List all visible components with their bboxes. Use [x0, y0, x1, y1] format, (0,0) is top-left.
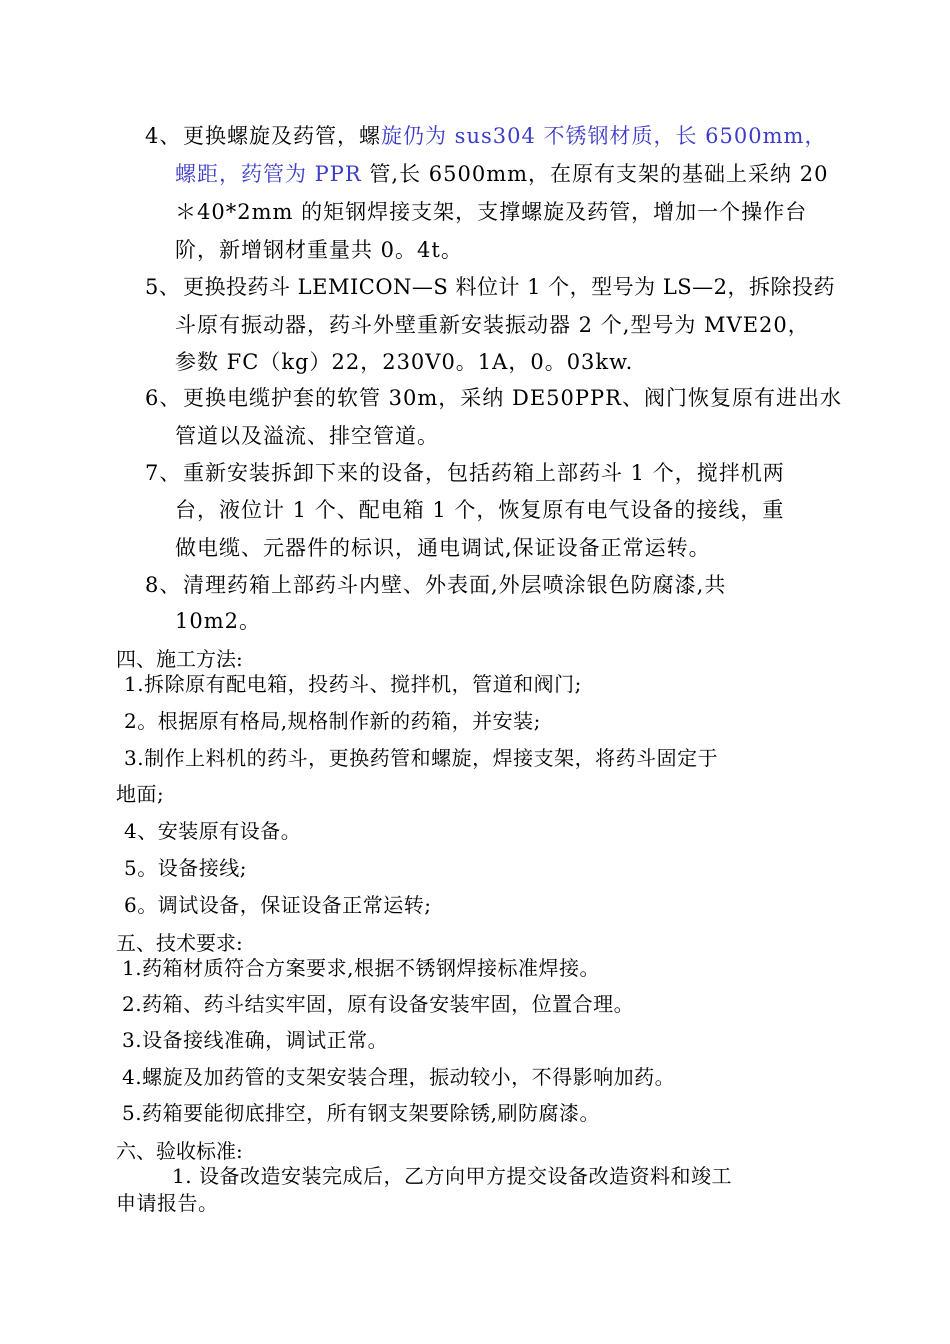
item-number: 7、: [145, 461, 182, 485]
item-4-line-4: [175, 236, 463, 264]
item-7-line-1: [145, 459, 785, 487]
section-5-line-2: 2.药箱、药斗结实牢固，原有设备安装牢固，位置合理。: [122, 992, 635, 1016]
item-number: 8、: [145, 573, 182, 597]
section-4-line-1: 1.拆除原有配电箱，投药斗、搅拌机，管道和阀门;: [124, 672, 582, 696]
item-number: 6、: [145, 386, 182, 410]
section-4-line-4: 地面;: [116, 782, 165, 806]
section-6-line-2: 申请报告。: [116, 1191, 219, 1215]
item-4-line-2: [175, 160, 828, 188]
text-segment: 清理药箱上部药斗内壁、外表面,外层喷涂银色防腐漆,共: [183, 573, 727, 597]
section-4-line-3: 3.制作上料机的药斗，更换药管和螺旋，焊接支架，将药斗固定于: [124, 746, 719, 770]
section-5-line-3: 3.设备接线准确，调试正常。: [122, 1028, 389, 1052]
text-segment: ＊40*2mm 的矩钢焊接支架，支撑螺旋及药管，增加一个操作台: [175, 200, 808, 224]
item-5-line-3: [175, 348, 633, 376]
text-segment: 管道以及溢流、排空管道。: [175, 424, 439, 448]
section-6-line-1: 1. 设备改造安装完成后，乙方向甲方提交设备改造资料和竣工: [172, 1164, 732, 1188]
item-6-line-2: [175, 422, 439, 450]
item-8-line-2: [175, 607, 261, 635]
item-8-line-1: [145, 571, 726, 599]
highlighted-text-segment: 旋仍为 sus304 不锈钢材质，长 6500mm，: [381, 124, 827, 148]
section-4-line-5: 4、安装原有设备。: [124, 819, 302, 843]
item-number: 5、: [145, 275, 181, 299]
item-4-line-3: [175, 198, 807, 226]
text-segment: 参数 FC（kg）22，230V0。1A，0。03kw.: [175, 350, 634, 374]
section-4-heading: 四、施工方法:: [116, 647, 243, 671]
text-segment: 斗原有振动器，药斗外壁重新安装振动器 2 个,型号为 MVE20，: [175, 313, 810, 337]
text-segment: 更换螺旋及药管，螺: [183, 124, 381, 148]
section-4-line-6: 5。设备接线;: [124, 856, 247, 880]
section-4-line-2: 2。根据原有格局,规格制作新的药箱，并安装;: [124, 709, 541, 733]
item-6-line-1: [145, 384, 842, 412]
text-segment: 管,长 6500mm，在原有支架的基础上采纳 20: [361, 162, 829, 186]
section-4-line-7: 6。调试设备，保证设备正常运转;: [124, 893, 432, 917]
text-segment: 更换投药斗 LEMICON—S 料位计 1 个，型号为 LS—2，拆除投药: [183, 275, 836, 299]
text-segment: 台，液位计 1 个、配电箱 1 个，恢复原有电气设备的接线，重: [175, 498, 785, 522]
item-number: 4、: [145, 124, 182, 148]
item-7-line-3: [175, 534, 711, 562]
text-segment: 重新安装拆卸下来的设备，包括药箱上部药斗 1 个，搅拌机两: [183, 461, 785, 485]
section-5-line-5: 5.药箱要能彻底排空，所有钢支架要除锈,刷防腐漆。: [122, 1101, 600, 1125]
item-4-line-1: [145, 122, 826, 150]
highlighted-text-segment: 螺距，药管为 PPR: [175, 162, 362, 186]
section-5-heading: 五、技术要求:: [116, 931, 243, 955]
text-segment: 10m2。: [175, 609, 261, 633]
section-6-heading: 六、验收标准:: [116, 1139, 243, 1163]
text-segment: 更换电缆护套的软管 30m，采纳 DE50PPR、阀门恢复原有进出水: [183, 386, 842, 410]
item-5-line-1: [145, 273, 835, 301]
text-segment: 做电缆、元器件的标识，通电调试,保证设备正常运转。: [175, 536, 711, 560]
item-5-line-2: [175, 311, 810, 339]
section-5-line-4: 4.螺旋及加药管的支架安装合理，振动较小，不得影响加药。: [122, 1065, 676, 1089]
item-7-line-2: [175, 496, 784, 524]
section-5-line-1: 1.药箱材质符合方案要求,根据不锈钢焊接标准焊接。: [122, 956, 600, 980]
text-segment: 阶，新增钢材重量共 0。4t。: [175, 238, 463, 262]
